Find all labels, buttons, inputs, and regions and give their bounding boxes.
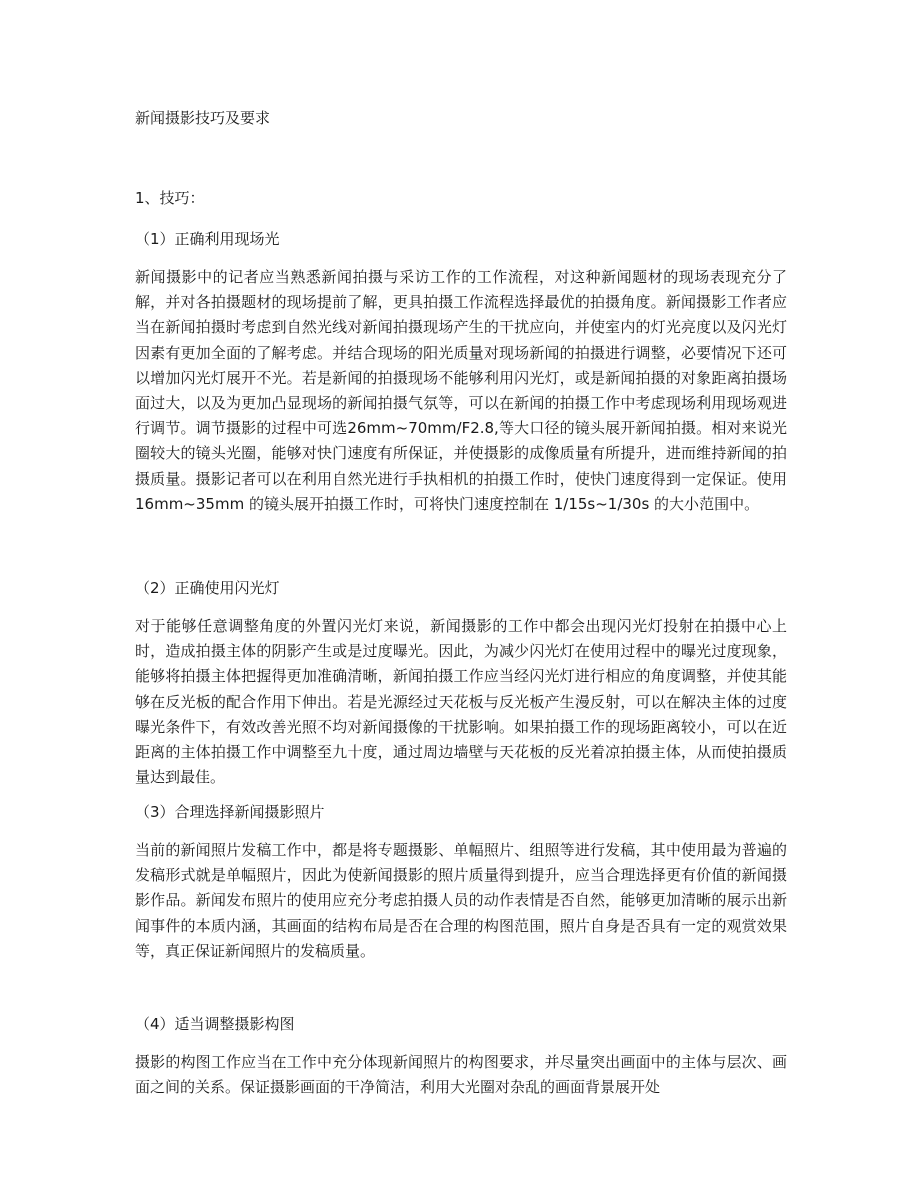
paragraph: 对于能够任意调整角度的外置闪光灯来说，新闻摄影的工作中都会出现闪光灯投射在拍摄中心上时，造成拍摄主体的阴影产生或是过度曝光。因此，为减少闪光灯在使用过程中的曝光过度现象，能够将拍摄主体把握得更加准确清晰，新闻拍摄工作应当经闪光灯进行相应的角度调整，并使其能够在反光板的配合作用下伸出。若是光源经过天花板与反光板产生漫反射，可以在解决主体的过度曝光条件下，有效改善光照不均对新闻摄像的干扰影响。如果拍摄工作的现场距离较小，可以在近距离的主体拍摄工作中调整至九十度，通过周边墙壁与天花板的反光着凉拍摄主体，从而使拍摄质量达到最佳。 [135,617,787,787]
subsection-heading: （4）适当调整摄影构图 [135,1015,295,1033]
subsection-photo-selection [135,802,787,960]
subsection-heading: （3）合理选择新闻摄影照片 [135,803,325,821]
subsection-heading: （2）正确使用闪光灯 [135,579,280,597]
paragraph: 当前的新闻照片发稿工作中，都是将专题摄影、单幅照片、组照等进行发稿，其中使用最为普遍的发稿形式就是单幅照片，因此为使新闻摄影的照片质量得到提升，应当合理选择更有价值的新闻摄影作品。新闻发布照片的使用应充分考虑拍摄人员的动作表情是否自然，能够更加清晰的展示出新闻事件的本质内涵，其画面的结构布局是否在合理的构图范围，照片自身是否具有一定的观赏效果等，真正保证新闻照片的发稿质量。 [135,841,787,960]
subsection-flash [135,578,787,787]
paragraph: 摄影的构图工作应当在工作中充分体现新闻照片的构图要求，并尽量突出画面中的主体与层次、画面之间的关系。保证摄影画面的干净简洁，利用大光圈对杂乱的画面背景展开处 [135,1053,787,1097]
subsection-composition [135,1014,787,1097]
section-heading-skills: 1、技巧： [135,189,205,207]
paragraph: 新闻摄影中的记者应当熟悉新闻拍摄与采访工作的工作流程，对这种新闻题材的现场表现充分了解，并对各拍摄题材的现场提前了解，更具拍摄工作流程选择最优的拍摄角度。新闻摄影工作者应当在新闻拍摄时考虑到自然光线对新闻拍摄现场产生的干扰应向，并使室内的灯光亮度以及闪光灯因素有更加全面的了解考虑。并结合现场的阳光质量对现场新闻的拍摄进行调整，必要情况下还可以增加闪光灯展开不光。若是新闻的拍摄现场不能够利用闪光灯，或是新闻拍摄的对象距离拍摄场面过大，以及为更加凸显现场的新闻拍摄气氛等，可以在新闻的拍摄工作中考虑现场利用现场观进行调节。调节摄影的过程中可选26mm~70mm/F2.8,等大口径的镜头展开新闻拍摄。相对来说光圈较大的镜头光圈，能够对快门速度有所保证，并使摄影的成像质量有所提升，进而维持新闻的拍摄质量。摄影记者可以在利用自然光进行手执相机的拍摄工作时，使快门速度得到一定保证。使用16mm~35mm 的镜头展开拍摄工作时，可将快门速度控制在 1/15s~1/30s 的大小范围中。 [135,268,787,513]
subsection-heading: （1）正确利用现场光 [135,230,280,248]
subsection-natural-light [135,229,787,513]
document-title: 新闻摄影技巧及要求 [135,109,271,127]
